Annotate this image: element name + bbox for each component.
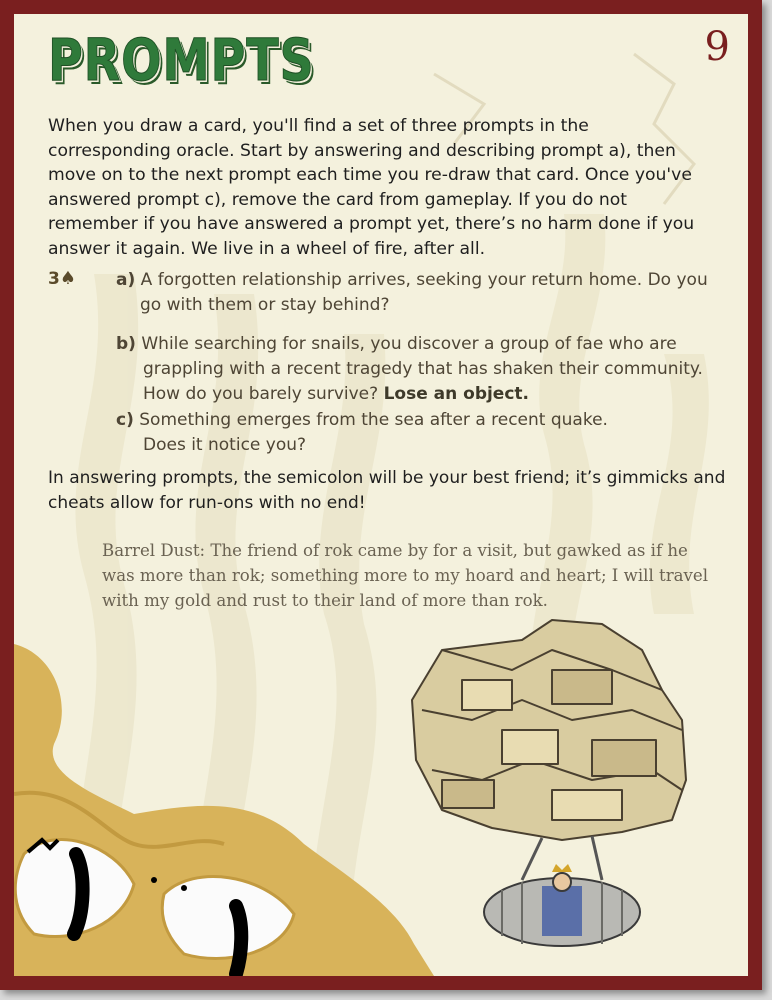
prompt-text: Something emerges from the sea after a recent quake. [139,410,608,430]
prompt-letter: b) [116,334,136,354]
prompt-a [116,268,708,318]
page-title: PROMPTS [48,26,315,94]
rock-and-barrel-illustration [402,610,712,950]
example-entry: Barrel Dust: The friend of rok came by for a visit, but gawked as if he was more than rok; something more to my hoard and heart; I will travel with my gold and rust to their land of more than rok. [102,541,709,610]
creature-illustration [14,644,434,976]
prompt-text: grappling with a recent tragedy that has shaken their community. [143,359,703,379]
prompt-b [116,332,703,407]
prompt-letter: c) [116,410,134,430]
page-number: 9 [704,24,730,70]
card-label [48,268,76,289]
spade-icon: ♠ [59,268,76,289]
prompt-c [116,408,608,458]
prompt-text: go with them or stay behind? [140,295,390,315]
page [14,14,748,976]
prompt-text: A forgotten relationship arrives, seeking your return home. Do you [140,270,708,290]
prompt-letter: a) [116,270,136,290]
card-rank: 3 [48,269,60,289]
prompt-text: How do you barely survive? [143,384,379,404]
prompt-text: Does it notice you? [143,435,307,455]
prompt-text: While searching for snails, you discover a group of fae who are [141,334,677,354]
prompt-consequence: Lose an object. [383,384,530,404]
semicolon-tip: In answering prompts, the semicolon will be your best friend; it’s gimmicks and cheats allow for run-ons with no end! [48,468,726,513]
intro-paragraph: When you draw a card, you'll find a set of three prompts in the corresponding oracle. Start by answering and describing prompt a), then move on to the next prompt each time you re-draw that card. Once you've answered prompt c), remove the card from gameplay. If you do not remember if you have answered a prompt yet, there’s no harm done if you answer it again. We live in a wheel of fire, after all. [48,116,695,259]
barrel [484,864,640,946]
